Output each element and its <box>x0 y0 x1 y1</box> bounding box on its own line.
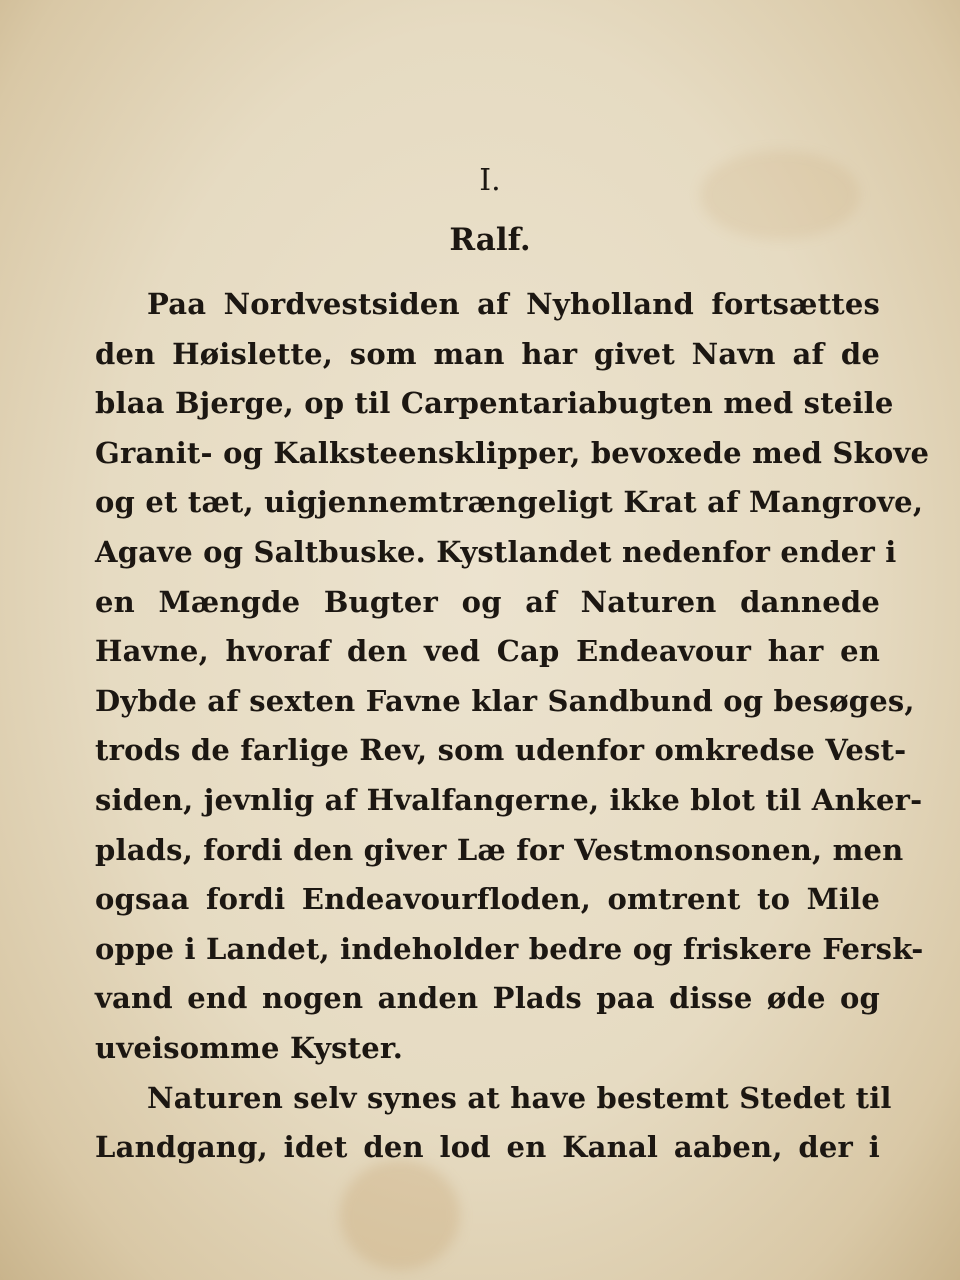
text-line: siden, jevnlig af Hvalfangerne, ikke blot til Anker- <box>95 782 923 817</box>
text-line: Dybde af sexten Favne klar Sandbund og besøges, <box>95 683 915 718</box>
text-line: ogsaa fordi Endeavourfloden, omtrent to Mile <box>95 882 880 917</box>
text-line: Landgang, idet den lod en Kanal aaben, der i <box>95 1130 880 1165</box>
text-line: plads, fordi den giver Læ for Vestmonsonen, men <box>95 832 904 867</box>
chapter-title: Ralf. <box>449 222 531 258</box>
body-text <box>95 280 930 1173</box>
text-line: Havne, hvoraf den ved Cap Endeavour har en <box>95 634 880 669</box>
text-line: den Høislette, som man har givet Navn af de <box>95 336 880 371</box>
text-line: Granit- og Kalksteensklipper, bevoxede med Skove <box>95 435 930 470</box>
text-line: vand end nogen anden Plads paa disse øde og <box>95 981 880 1016</box>
text-line: Paa Nordvestsiden af Nyholland fortsættes <box>147 287 880 321</box>
paper-stain <box>340 1160 460 1270</box>
text-line: uveisomme Kyster. <box>95 1030 404 1065</box>
text-line: Agave og Saltbuske. Kystlandet nedenfor ender i <box>95 534 897 569</box>
text-line: blaa Bjerge, op til Carpentariabugten med steile <box>95 386 894 421</box>
text-line: en Mængde Bugter og af Naturen dannede <box>95 584 880 619</box>
text-line: trods de farlige Rev, som udenfor omkredse Vest- <box>95 733 907 768</box>
text-line: og et tæt, uigjennemtrængeligt Krat af Mangrove, <box>95 485 924 520</box>
text-line: Naturen selv synes at have bestemt Stedet til <box>147 1080 892 1115</box>
text-line: oppe i Landet, indeholder bedre og friskere Fersk- <box>95 931 924 966</box>
chapter-number: I. <box>479 163 501 198</box>
